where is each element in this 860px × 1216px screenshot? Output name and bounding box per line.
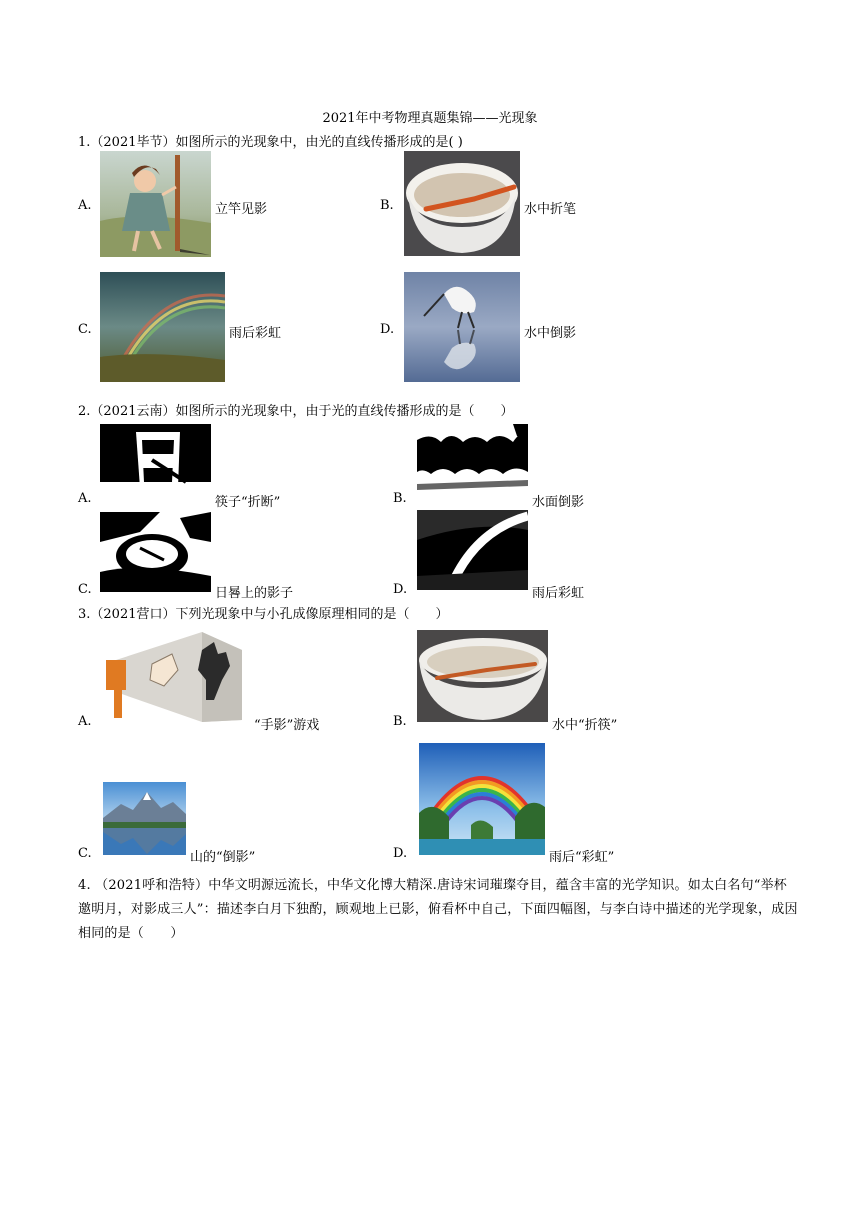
rainbow-bw-photo <box>417 510 528 590</box>
girl-pole-shadow-photo <box>100 151 211 257</box>
chopstick-glass-bw-photo <box>100 424 211 500</box>
q1-option-b-letter: B. <box>380 198 394 213</box>
q3-option-d-caption: 雨后“彩虹” <box>549 850 615 865</box>
question-1-stem: 1.（2021毕节）如图所示的光现象中，由光的直线传播形成的是( ) <box>78 135 463 150</box>
q1-option-c-caption: 雨后彩虹 <box>229 326 282 341</box>
q3-option-b-letter: B. <box>393 714 407 729</box>
q3-option-b-caption: 水中“折筷” <box>552 718 618 733</box>
q1-option-b-caption: 水中折笔 <box>524 202 577 217</box>
pencil-in-bowl-photo <box>404 151 520 256</box>
hand-shadow-illustration <box>102 630 250 722</box>
q1-option-d-caption: 水中倒影 <box>524 326 577 341</box>
egret-reflection-photo <box>404 272 520 382</box>
chopstick-bowl-photo <box>417 630 548 722</box>
q2-option-a-caption: 筷子“折断” <box>215 495 281 510</box>
question-4-stem: 4. （2021呼和浩特）中华文明源远流长，中华文化博大精深.唐诗宋词璀璨夺目，蕴含丰富的光学知识。如太白名句“举杯邀明月，对影成三人”：描述李白月下独酌，顾观地上已影，俯看杯中自己，下面四幅图，与李白诗中描述的光学现象，成因相同的是（ ） <box>78 878 798 941</box>
q2-option-d-letter: D. <box>393 582 408 597</box>
rainbow-island-photo <box>419 743 545 855</box>
q3-option-d-letter: D. <box>393 846 408 861</box>
q1-option-a-letter: A. <box>78 198 92 213</box>
rainbow-sky-photo <box>100 272 225 382</box>
q3-option-a-caption: “手影”游戏 <box>254 718 320 733</box>
q3-option-c-caption: 山的“倒影” <box>190 850 256 865</box>
q2-option-b-caption: 水面倒影 <box>532 495 585 510</box>
q2-option-d-caption: 雨后彩虹 <box>532 586 585 601</box>
q1-option-c-letter: C. <box>78 322 92 337</box>
mountain-reflection-photo <box>103 782 186 855</box>
q3-option-c-letter: C. <box>78 846 92 861</box>
q2-option-c-letter: C. <box>78 582 92 597</box>
water-reflection-bw-photo <box>417 424 528 500</box>
q1-option-a-caption: 立竿见影 <box>215 202 268 217</box>
q3-option-a-letter: A. <box>78 714 92 729</box>
question-3-stem: 3.（2021营口）下列光现象中与小孔成像原理相同的是（ ） <box>78 607 449 622</box>
q2-option-c-caption: 日晷上的影子 <box>215 586 294 601</box>
q2-option-b-letter: B. <box>393 491 407 506</box>
page-title: 2021年中考物理真题集锦——光现象 <box>322 111 538 126</box>
question-2-stem: 2.（2021云南）如图所示的光现象中，由于光的直线传播形成的是（ ） <box>78 404 514 419</box>
q2-option-a-letter: A. <box>78 491 92 506</box>
sundial-bw-photo <box>100 512 211 592</box>
q1-option-d-letter: D. <box>380 322 395 337</box>
